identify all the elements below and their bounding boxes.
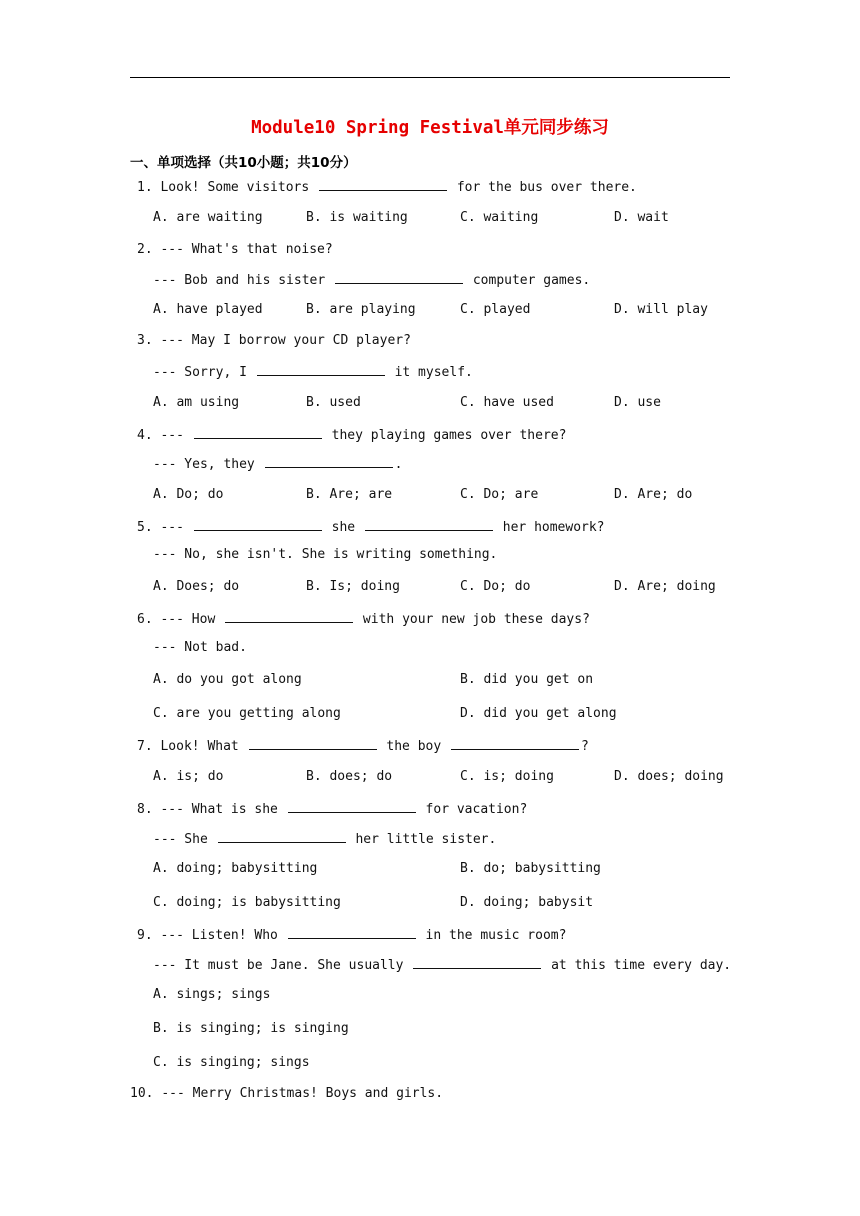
question-text: --- Listen! Who xyxy=(160,928,286,943)
question-8-line-1 xyxy=(137,799,527,819)
answer-blank xyxy=(218,829,346,843)
question-text: they playing games over there? xyxy=(323,428,567,443)
answer-blank xyxy=(257,362,385,376)
question-5-option-c: C. Do; do xyxy=(460,579,531,594)
question-9-option-b: B. is singing; is singing xyxy=(153,1021,349,1036)
answer-blank xyxy=(288,925,416,939)
question-2-option-b: B. are playing xyxy=(306,302,416,317)
question-text: --- Not bad. xyxy=(153,640,247,655)
question-text: for the bus over there. xyxy=(449,180,637,195)
question-text: in the music room? xyxy=(417,928,567,943)
question-1-option-c: C. waiting xyxy=(460,210,539,225)
question-7-line-1 xyxy=(137,736,589,756)
answer-blank xyxy=(194,517,322,531)
question-text: --- What is she xyxy=(160,802,286,817)
question-number: 4. xyxy=(137,428,161,443)
question-number: 2. xyxy=(137,242,161,257)
question-4-option-a: A. Do; do xyxy=(153,487,224,502)
question-3-line-2 xyxy=(153,362,473,382)
answer-blank xyxy=(194,425,322,439)
question-text: --- How xyxy=(160,612,224,627)
question-6-option-b: B. did you get on xyxy=(460,672,594,687)
question-9-option-c: C. is singing; sings xyxy=(153,1055,310,1070)
question-1-option-a: A. are waiting xyxy=(153,210,263,225)
question-7-option-c: C. is; doing xyxy=(460,769,554,784)
question-number: 6. xyxy=(137,612,161,627)
question-4-option-d: D. Are; do xyxy=(614,487,693,502)
question-text: ? xyxy=(581,739,589,754)
question-5-option-d: D. Are; doing xyxy=(614,579,716,594)
question-number: 10. xyxy=(130,1086,162,1101)
question-2-option-d: D. will play xyxy=(614,302,708,317)
question-4-option-c: C. Do; are xyxy=(460,487,539,502)
question-6-line-2 xyxy=(153,639,247,657)
question-10-line-1 xyxy=(130,1085,443,1103)
section-heading: 一、单项选择（共10小题；共10分） xyxy=(130,155,357,171)
question-7-option-d: D. does; doing xyxy=(614,769,724,784)
question-4-line-2 xyxy=(153,454,402,474)
question-9-line-1 xyxy=(137,925,566,945)
question-9-line-2 xyxy=(153,955,731,975)
answer-blank xyxy=(365,517,493,531)
question-number: 3. xyxy=(137,333,161,348)
question-4-line-1 xyxy=(137,425,566,445)
question-1-line-1 xyxy=(137,177,637,197)
question-2-option-a: A. have played xyxy=(153,302,263,317)
question-text: the boy xyxy=(378,739,450,754)
answer-blank xyxy=(335,270,463,284)
question-3-option-a: A. am using xyxy=(153,395,240,410)
answer-blank xyxy=(319,177,447,191)
question-text: --- Sorry, I xyxy=(153,365,255,380)
question-1-option-d: D. wait xyxy=(614,210,669,225)
question-8-option-c: C. doing; is babysitting xyxy=(153,895,341,910)
question-2-line-2 xyxy=(153,270,590,290)
question-text: --- xyxy=(160,520,192,535)
question-number: 1. xyxy=(137,180,161,195)
question-6-option-a: A. do you got along xyxy=(153,672,302,687)
question-2-line-1 xyxy=(137,241,333,259)
answer-blank xyxy=(249,736,377,750)
question-5-line-1 xyxy=(137,517,605,537)
question-3-option-d: D. use xyxy=(614,395,661,410)
question-8-line-2 xyxy=(153,829,496,849)
question-7-option-a: A. is; do xyxy=(153,769,224,784)
question-text: --- xyxy=(160,428,192,443)
question-text: at this time every day. xyxy=(543,958,732,973)
question-text: --- What's that noise? xyxy=(160,242,333,257)
question-3-line-1 xyxy=(137,332,411,350)
question-text: --- Bob and his sister xyxy=(153,273,334,288)
question-3-option-b: B. used xyxy=(306,395,361,410)
question-text: --- Merry Christmas! Boys and girls. xyxy=(161,1086,444,1101)
question-8-option-a: A. doing; babysitting xyxy=(153,861,318,876)
question-number: 8. xyxy=(137,802,161,817)
question-text: she xyxy=(323,520,363,535)
answer-blank xyxy=(265,454,393,468)
question-text: --- May I borrow your CD player? xyxy=(160,333,411,348)
question-3-option-c: C. have used xyxy=(460,395,554,410)
question-text: computer games. xyxy=(465,273,591,288)
question-number: 7. xyxy=(137,739,161,754)
question-text: it myself. xyxy=(386,365,473,380)
question-5-line-2 xyxy=(153,546,497,564)
answer-blank xyxy=(288,799,416,813)
question-9-option-a: A. sings; sings xyxy=(153,987,271,1002)
question-text: . xyxy=(394,457,403,472)
header-rule xyxy=(130,77,730,78)
page-title: Module10 Spring Festival单元同步练习 xyxy=(251,118,609,138)
question-text: --- She xyxy=(153,832,216,847)
question-text: --- Yes, they xyxy=(153,457,263,472)
question-6-option-c: C. are you getting along xyxy=(153,706,341,721)
answer-blank xyxy=(413,955,541,969)
question-6-option-d: D. did you get along xyxy=(460,706,617,721)
question-text: with your new job these days? xyxy=(355,612,590,627)
question-8-option-d: D. doing; babysit xyxy=(460,895,594,910)
question-text: for vacation? xyxy=(417,802,528,817)
question-5-option-b: B. Is; doing xyxy=(306,579,400,594)
question-6-line-1 xyxy=(137,609,590,629)
question-text: Look! What xyxy=(160,739,247,754)
question-text: --- It must be Jane. She usually xyxy=(153,958,412,973)
question-7-option-b: B. does; do xyxy=(306,769,393,784)
question-text: her homework? xyxy=(494,520,605,535)
question-number: 9. xyxy=(137,928,161,943)
answer-blank xyxy=(451,736,579,750)
answer-blank xyxy=(225,609,353,623)
question-number: 5. xyxy=(137,520,161,535)
question-text: Look! Some visitors xyxy=(160,180,318,195)
question-5-option-a: A. Does; do xyxy=(153,579,240,594)
question-8-option-b: B. do; babysitting xyxy=(460,861,601,876)
question-text: --- No, she isn't. She is writing something. xyxy=(153,547,498,562)
question-2-option-c: C. played xyxy=(460,302,531,317)
question-1-option-b: B. is waiting xyxy=(306,210,408,225)
question-4-option-b: B. Are; are xyxy=(306,487,393,502)
question-text: her little sister. xyxy=(347,832,497,847)
